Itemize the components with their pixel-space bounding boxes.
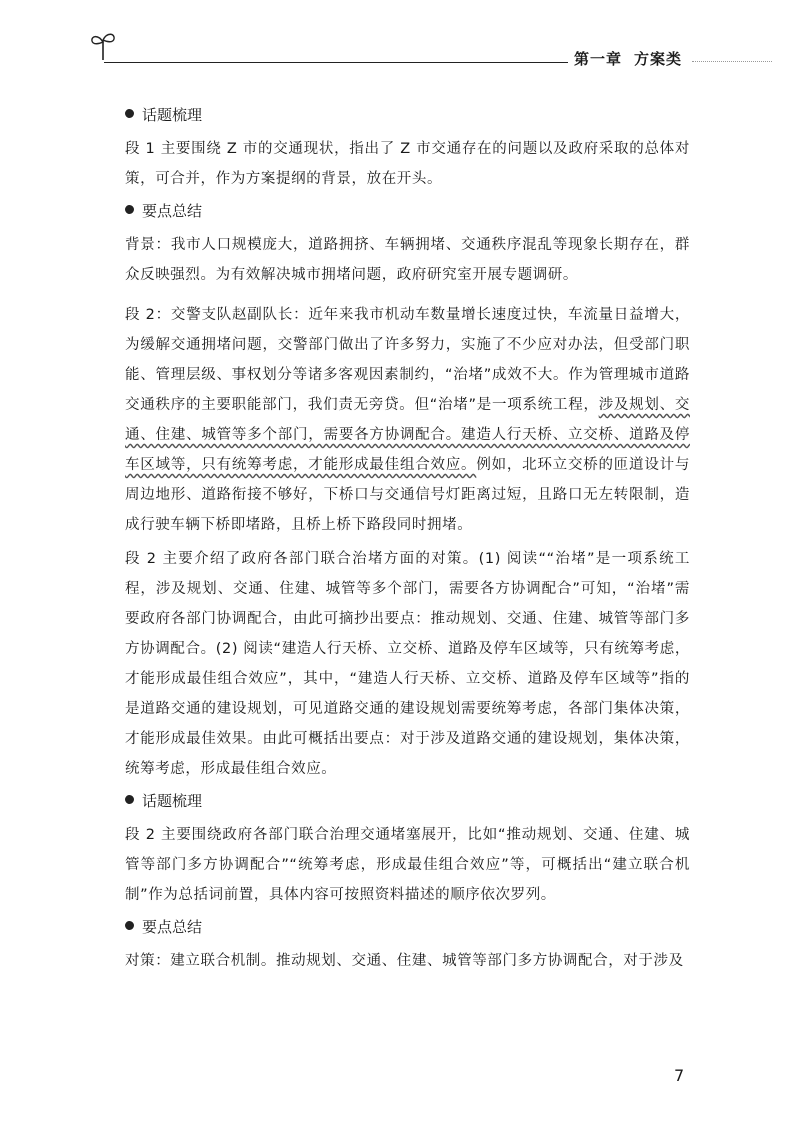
paragraph-source-2 (125, 300, 690, 540)
heading-text: 话题梳理 (142, 106, 203, 124)
sprout-icon (88, 30, 118, 62)
bullet-icon (125, 205, 134, 214)
paragraph-background: 背景：我市人口规模庞大，道路拥挤、车辆拥堵、交通秩序混乱等现象长期存在，群众反映强烈。为有效解决城市拥堵问题，政府研究室开展专题调研。 (125, 237, 690, 283)
page-content (125, 100, 690, 980)
paragraph-analysis: 段 2 主要介绍了政府各部门联合治堵方面的对策。(1) 阅读““治堵”是一项系统工程，涉及规划、交通、住建、城管等多个部门，需要各方协调配合”可知，“治堵”需要政府各部门协调配合，由此可摘抄出要点：推动规划、交通、住建、城管等部门多方协调配合。(2) 阅读“建造人行天桥、立交桥、道路及停车区域等，只有统筹考虑，才能形成最佳组合效应”，其中，“建造人行天桥、立交桥、道路及停车区域等”指的是道路交通的建设规划，可见道路交通的建设规划需要统筹考虑，各部门集体决策，才能形成最佳效果。由此可概括出要点：对于涉及道路交通的建设规划，集体决策，统筹考虑，形成最佳组合效应。 (125, 551, 690, 777)
section-heading-topic-2 (125, 788, 690, 814)
heading-text: 要点总结 (142, 918, 203, 936)
para2-underlined: 涉及规划、交通、住建、城管等多个部门，需要各方协调配合。建造人行天桥、立交桥、道路及停车区域等，只有统筹考虑，才能形成最佳组合效应。 (125, 397, 690, 473)
chapter-category: 方案类 (634, 50, 683, 68)
para2-part2: 例如，北环立交桥的匝道设计与周边地形、道路衔接不够好，下桥口与交通信号灯距离过短，且路口无左转限制，造成行驶车辆下桥即堵路，且桥上桥下路段同时拥堵。 (125, 457, 690, 533)
bullet-icon (125, 795, 134, 804)
bullet-icon (125, 109, 134, 118)
bullet-icon (125, 921, 134, 930)
header-dotted-leader (692, 61, 772, 62)
para2-part1: 段 2：交警支队赵副队长：近年来我市机动车数量增长速度过快，车流量日益增大，为缓解交通拥堵问题，交警部门做出了许多努力，实施了不少应对办法，但受部门职能、管理层级、事权划分等诸多客观因素制约，“治堵”成效不大。作为管理城市道路交通秩序的主要职能部门，我们责无旁贷。但“治堵”是一项系统工程， (125, 307, 690, 413)
section-heading-summary-1 (125, 198, 690, 224)
heading-text: 话题梳理 (142, 792, 203, 810)
page-number: 7 (674, 1066, 685, 1085)
section-heading-topic-1 (125, 102, 690, 128)
paragraph-measures: 对策：建立联合机制。推动规划、交通、住建、城管等部门多方协调配合，对于涉及 (125, 953, 684, 969)
heading-text: 要点总结 (142, 202, 203, 220)
header-rule (104, 62, 642, 63)
section-heading-summary-2 (125, 914, 690, 940)
chapter-number: 第一章 (574, 50, 623, 68)
paragraph-topic-2: 段 2 主要围绕政府各部门联合治理交通堵塞展开，比如“推动规划、交通、住建、城管等部门多方协调配合”“统筹考虑，形成最佳组合效应”等，可概括出“建立联合机制”作为总括词前置，具体内容可按照资料描述的顺序依次罗列。 (125, 827, 690, 903)
paragraph-1: 段 1 主要围绕 Z 市的交通现状，指出了 Z 市交通存在的问题以及政府采取的总体对策，可合并，作为方案提纲的背景，放在开头。 (125, 141, 690, 187)
chapter-label (568, 48, 688, 69)
page-header (80, 30, 770, 70)
